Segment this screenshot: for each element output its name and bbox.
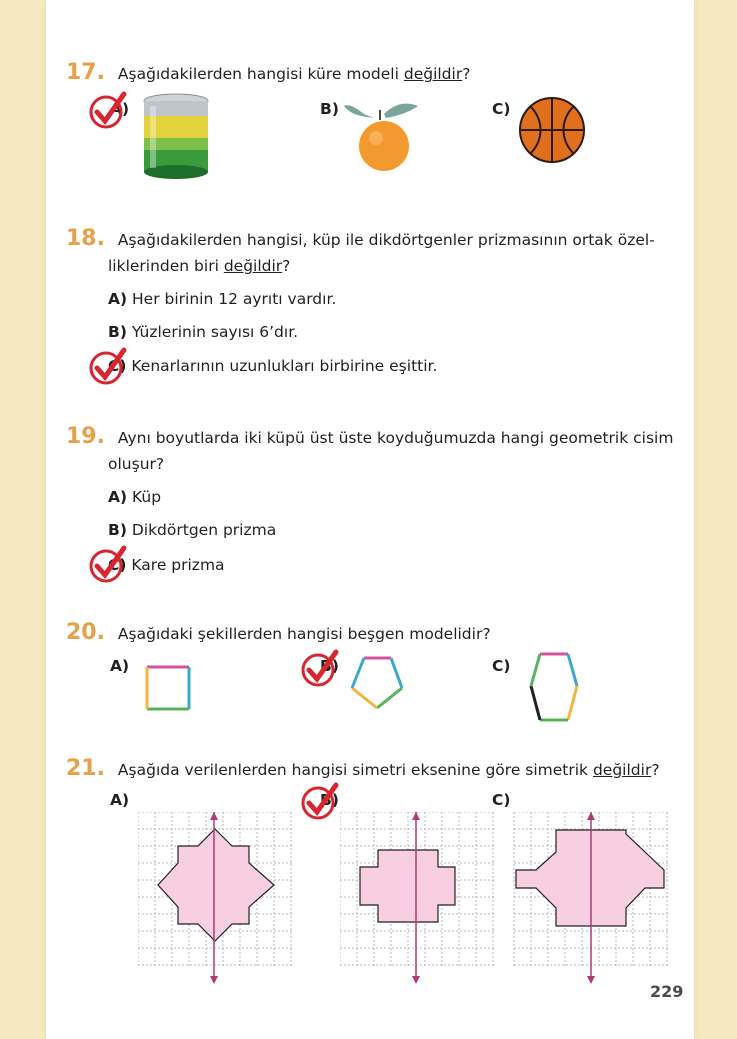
- option-b-label[interactable]: B): [320, 657, 339, 675]
- answer-check-icon: [300, 648, 340, 688]
- question-number: 19.: [66, 424, 105, 449]
- question-18-line2: liklerinden biri değildir?: [108, 257, 291, 275]
- hexagon-shape: [528, 650, 580, 724]
- question-number: 20.: [66, 620, 105, 645]
- answer-check-icon: [88, 544, 128, 584]
- question-19: [66, 424, 686, 451]
- answer-check-icon: [88, 346, 128, 386]
- question-19-line2: oluşur?: [108, 455, 165, 473]
- option-c-label[interactable]: C): [492, 657, 511, 675]
- question-21: [66, 756, 696, 783]
- option-b-label[interactable]: B): [320, 791, 339, 809]
- square-shape: [144, 664, 192, 712]
- question-text-line1: Aynı boyutlarda iki küpü üst üste koyduğumuzda hangi geometrik cisim: [117, 429, 674, 447]
- option-c[interactable]: C) Kenarlarının uzunlukları birbirine eşittir.: [108, 357, 438, 375]
- orange-image: [344, 96, 420, 176]
- grid-figure-a: [138, 812, 294, 984]
- question-17: [66, 60, 470, 87]
- question-text: Aşağıdakilerden hangisi küre modeli değildir?: [117, 65, 471, 83]
- answer-check-icon: [88, 90, 128, 130]
- question-18: [66, 226, 686, 253]
- option-a-label[interactable]: A): [110, 791, 130, 809]
- option-b[interactable]: B) Yüzlerinin sayısı 6’dır.: [108, 323, 299, 341]
- grid-figure-b: [340, 812, 496, 984]
- option-b-label[interactable]: B): [320, 100, 339, 118]
- option-c[interactable]: C) Kare prizma: [108, 556, 225, 574]
- option-a-label[interactable]: A): [110, 100, 130, 118]
- option-b[interactable]: B) Dikdörtgen prizma: [108, 521, 277, 539]
- basketball-image: [518, 96, 586, 164]
- option-a-label[interactable]: A): [110, 657, 130, 675]
- option-a[interactable]: A) Her birinin 12 ayrıtı vardır.: [108, 290, 337, 308]
- grid-figure-c: [512, 812, 672, 984]
- question-text-line1: Aşağıdakilerden hangisi, küp ile dikdörtgenler prizmasının ortak özel-: [117, 231, 655, 249]
- can-image: [140, 92, 212, 184]
- answer-check-icon: [300, 781, 340, 821]
- question-number: 17.: [66, 60, 105, 85]
- option-c-label[interactable]: C): [492, 791, 511, 809]
- question-number: 18.: [66, 226, 105, 251]
- option-a[interactable]: A) Küp: [108, 488, 162, 506]
- page-number: 229: [650, 982, 684, 1001]
- question-text: Aşağıdaki şekillerden hangisi beşgen modelidir?: [117, 625, 491, 643]
- option-c-label[interactable]: C): [492, 100, 511, 118]
- question-20: [66, 620, 491, 647]
- question-text: Aşağıda verilenlerden hangisi simetri eksenine göre simetrik değildir?: [117, 761, 660, 779]
- question-number: 21.: [66, 756, 105, 781]
- pentagon-shape: [348, 654, 406, 712]
